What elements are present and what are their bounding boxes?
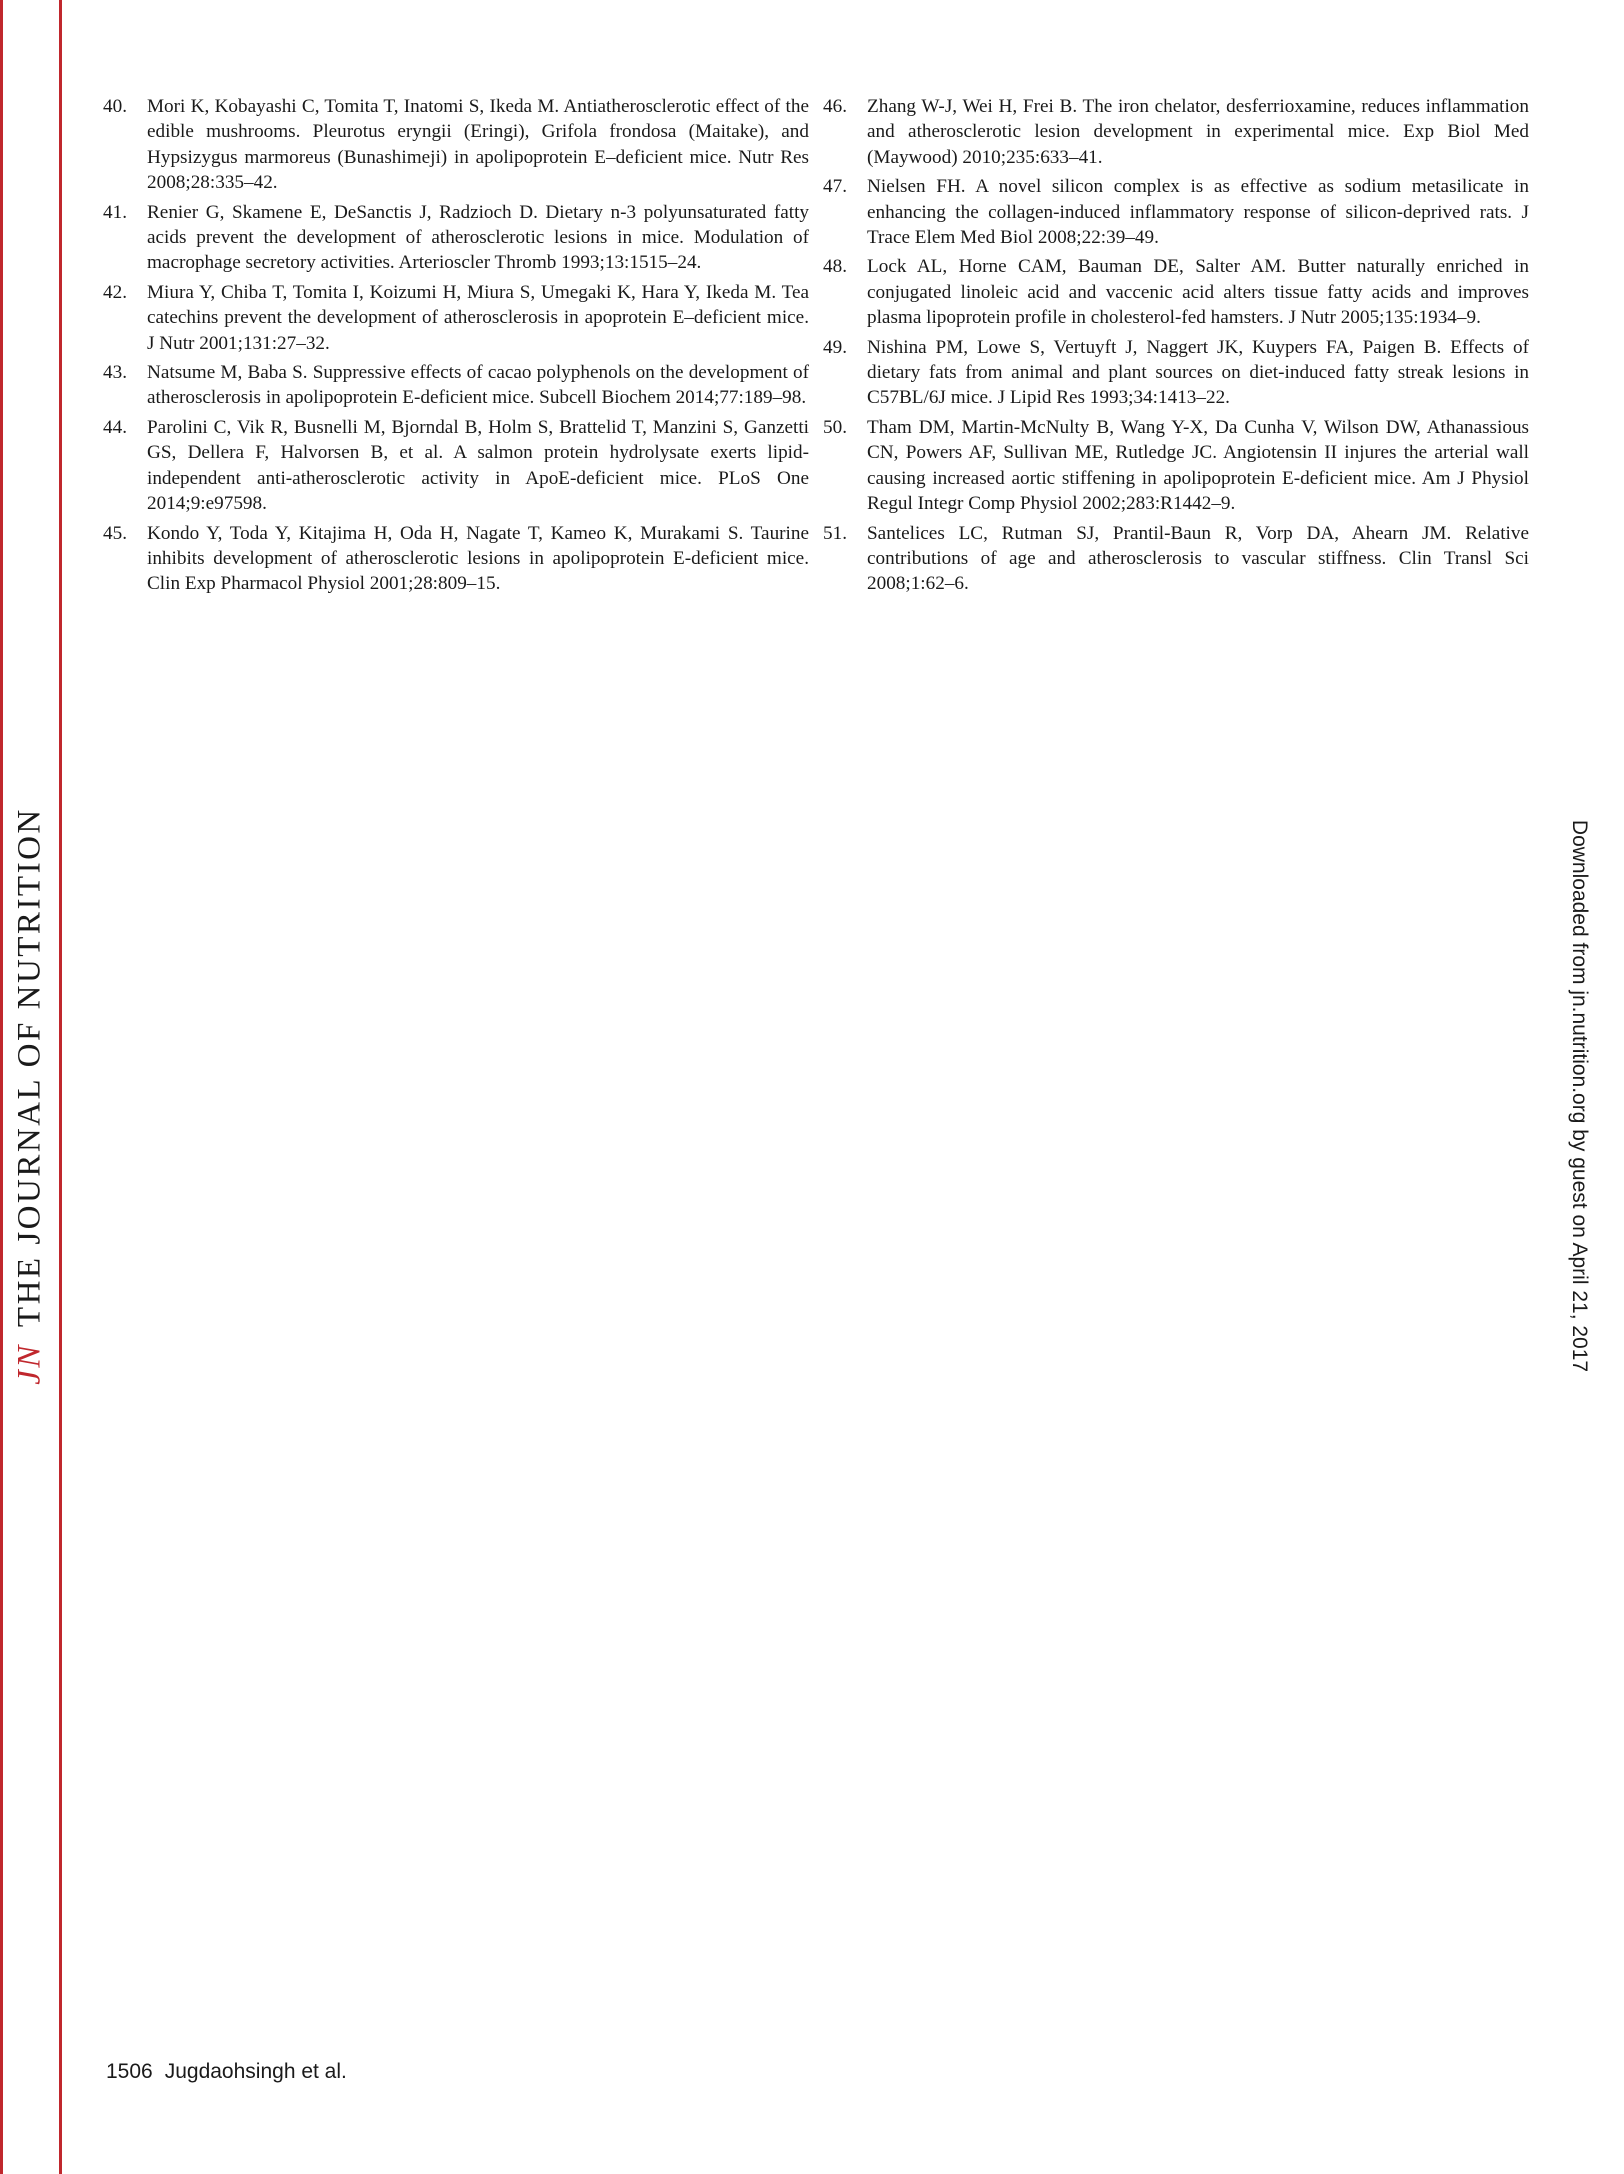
- reference-text: Natsume M, Baba S. Suppressive effects of cacao polyphenols on the development of atherosclerosis in apolipoprotein E-deficient mice. Subcell Biochem 2014;77:189–98.: [147, 362, 809, 409]
- reference-item: [103, 415, 809, 517]
- reference-text: Nielsen FH. A novel silicon complex is as effective as sodium metasilicate in enhancing the collagen-induced inflammatory response of silicon-deprived rats. J Trace Elem Med Biol 2008;22:39–49.: [867, 176, 1529, 249]
- reference-text: Nishina PM, Lowe S, Vertuyft J, Naggert JK, Kuypers FA, Paigen B. Effects of dietary fats from animal and plant sources on diet-induced fatty streak lesions in C57BL/6J mice. J Lipid Res 1993;34:1413–22.: [867, 336, 1529, 409]
- journal-abbreviation: JN: [11, 1343, 48, 1385]
- reference-item: [823, 94, 1529, 170]
- reference-item: [823, 335, 1529, 411]
- reference-item: [103, 94, 809, 196]
- reference-text: Lock AL, Horne CAM, Bauman DE, Salter AM. Butter naturally enriched in conjugated linoleic acid and vaccenic acid alters tissue fatty acids and improves plasma lipoprotein profile in cholesterol-fed hamsters. J Nutr 2005;135:1934–9.: [867, 256, 1529, 329]
- reference-item: [823, 254, 1529, 330]
- reference-number: 50.: [823, 416, 847, 438]
- reference-number: 40.: [103, 96, 127, 117]
- reference-number: 45.: [103, 522, 127, 544]
- running-authors: Jugdaohsingh et al.: [164, 2060, 347, 2083]
- reference-text: Tham DM, Martin-McNulty B, Wang Y-X, Da Cunha V, Wilson DW, Athanassious CN, Powers AF, Sullivan ME, Rutledge JC. Angiotensin II injures the arterial wall causing increased aortic stiffening in apolipoprotein E-deficient mice. Am J Physiol Regul Integr Comp Physiol 2002;283:R1442–9.: [867, 416, 1529, 515]
- reference-text: Kondo Y, Toda Y, Kitajima H, Oda H, Nagate T, Kameo K, Murakami S. Taurine inhibits development of atherosclerotic lesions in apolipoprotein E-deficient mice. Clin Exp Pharmacol Physiol 2001;28:809–15.: [147, 522, 809, 595]
- reference-text: Mori K, Kobayashi C, Tomita T, Inatomi S, Ikeda M. Antiatherosclerotic effect of the edible mushrooms. Pleurotus eryngii (Eringi), Grifola frondosa (Maitake), and Hypsizygus marmoreus (Bunashimeji) in apolipoprotein E–deficient mice. Nutr Res 2008;28:335–42.: [147, 96, 809, 194]
- reference-number: 47.: [823, 176, 847, 198]
- reference-number: 51.: [823, 522, 847, 544]
- download-note[interactable]: Downloaded from jn.nutrition.org by guest on April 21, 2017: [1568, 819, 1591, 1373]
- reference-item: [103, 280, 809, 356]
- reference-item: [103, 521, 809, 597]
- reference-item: [103, 200, 809, 276]
- reference-number: 43.: [103, 362, 127, 384]
- reference-number: 41.: [103, 201, 127, 223]
- reference-item: [823, 521, 1529, 597]
- margin-rule: [59, 0, 62, 2174]
- reference-text: Parolini C, Vik R, Busnelli M, Bjorndal B, Holm S, Brattelid T, Manzini S, Ganzetti GS, Dellera F, Halvorsen B, et al. A salmon protein hydrolysate exerts lipid-independent anti-atherosclerotic activity in ApoE-deficient mice. PLoS One 2014;9:e97598.: [147, 416, 809, 515]
- reference-number: 48.: [823, 256, 847, 278]
- reference-text: Santelices LC, Rutman SJ, Prantil-Baun R, Vorp DA, Ahearn JM. Relative contributions of age and atherosclerosis to vascular stiffness. Clin Transl Sci 2008;1:62–6.: [867, 522, 1529, 595]
- reference-item: [103, 360, 809, 411]
- reference-text: Renier G, Skamene E, DeSanctis J, Radzioch D. Dietary n-3 polyunsaturated fatty acids prevent the development of atherosclerotic lesions in mice. Modulation of macrophage secretory activities. Arterioscler Thromb 1993;13:1515–24.: [147, 201, 809, 274]
- reference-number: 42.: [103, 281, 127, 303]
- references-column-left: [103, 94, 809, 601]
- journal-name: THE JOURNAL OF NUTRITION: [11, 807, 48, 1328]
- reference-number: 46.: [823, 96, 847, 117]
- reference-item: [823, 415, 1529, 517]
- left-edge-rule: [0, 0, 3, 2174]
- page-number: 1506: [106, 2060, 153, 2083]
- reference-item: [823, 174, 1529, 250]
- page-footer: [106, 2060, 347, 2084]
- reference-number: 49.: [823, 336, 847, 358]
- references-column-right: [823, 94, 1529, 601]
- reference-text: Miura Y, Chiba T, Tomita I, Koizumi H, Miura S, Umegaki K, Hara Y, Ikeda M. Tea catechins prevent the development of atherosclerosis in apoprotein E–deficient mice. J Nutr 2001;131:27–32.: [147, 281, 809, 354]
- journal-spine-title: [12, 807, 49, 1385]
- reference-number: 44.: [103, 416, 127, 438]
- reference-text: Zhang W-J, Wei H, Frei B. The iron chelator, desferrioxamine, reduces inflammation and atherosclerotic lesion development in experimental mice. Exp Biol Med (Maywood) 2010;235:633–41.: [867, 96, 1529, 168]
